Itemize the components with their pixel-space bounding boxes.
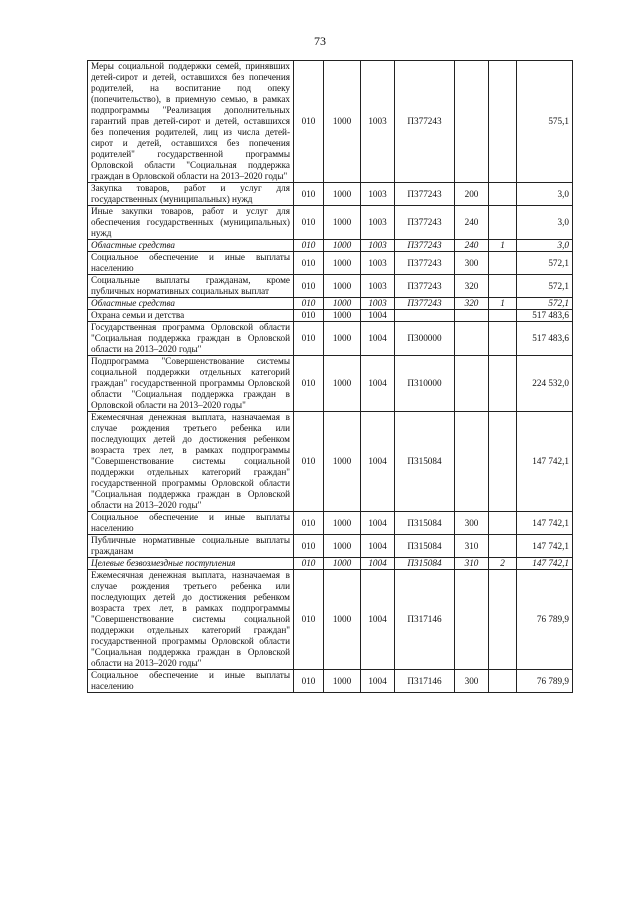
table-row	[88, 570, 573, 670]
section-code-cell: 1000	[324, 512, 361, 535]
funding-source-cell	[489, 252, 517, 275]
row-name-cell: Областные средства	[88, 298, 294, 310]
row-name-cell: Иные закупки товаров, работ и услуг для обеспечения государственных (муниципальных) нужд	[88, 206, 294, 240]
table-row	[88, 310, 573, 322]
target-article-cell: П317146	[395, 670, 455, 693]
table-row	[88, 322, 573, 356]
funding-source-cell: 1	[489, 298, 517, 310]
section-code-cell: 1000	[324, 356, 361, 412]
funding-source-cell	[489, 183, 517, 206]
section-code-cell: 1000	[324, 558, 361, 570]
table-row	[88, 298, 573, 310]
target-article-cell: П377243	[395, 252, 455, 275]
row-name-cell: Социальное обеспечение и иные выплаты населению	[88, 512, 294, 535]
amount-cell: 572,1	[517, 252, 573, 275]
target-article-cell: П377243	[395, 275, 455, 298]
subsection-code-cell: 1004	[361, 412, 395, 512]
table-row	[88, 512, 573, 535]
funding-source-cell	[489, 322, 517, 356]
funding-source-cell	[489, 535, 517, 558]
target-article-cell: П377243	[395, 206, 455, 240]
funding-source-cell	[489, 275, 517, 298]
ministry-code-cell: 010	[294, 670, 324, 693]
row-name-cell: Публичные нормативные социальные выплаты гражданам	[88, 535, 294, 558]
ministry-code-cell: 010	[294, 535, 324, 558]
table-row	[88, 412, 573, 512]
section-code-cell: 1000	[324, 275, 361, 298]
row-name-cell: Социальное обеспечение и иные выплаты населению	[88, 670, 294, 693]
subsection-code-cell: 1004	[361, 570, 395, 670]
expense-type-cell: 200	[455, 183, 489, 206]
section-code-cell: 1000	[324, 252, 361, 275]
target-article-cell: П300000	[395, 322, 455, 356]
amount-cell: 147 742,1	[517, 535, 573, 558]
funding-source-cell	[489, 570, 517, 670]
expense-type-cell: 310	[455, 535, 489, 558]
ministry-code-cell: 010	[294, 252, 324, 275]
expense-type-cell	[455, 356, 489, 412]
funding-source-cell	[489, 61, 517, 183]
table-row	[88, 356, 573, 412]
row-name-cell: Подпрограмма "Совершенствование системы социальной поддержки отдельных категорий граждан" государственной программы Орловской области "Социальная поддержка граждан в Орловской области на 2013–2020 годы"	[88, 356, 294, 412]
amount-cell: 76 789,9	[517, 570, 573, 670]
expense-type-cell: 320	[455, 298, 489, 310]
funding-source-cell: 1	[489, 240, 517, 252]
table-row	[88, 206, 573, 240]
row-name-cell: Закупка товаров, работ и услуг для государственных (муниципальных) нужд	[88, 183, 294, 206]
expense-type-cell: 240	[455, 240, 489, 252]
subsection-code-cell: 1003	[361, 206, 395, 240]
target-article-cell: П315084	[395, 512, 455, 535]
expense-type-cell: 320	[455, 275, 489, 298]
funding-source-cell	[489, 356, 517, 412]
subsection-code-cell: 1004	[361, 535, 395, 558]
row-name-cell: Ежемесячная денежная выплата, назначаемая в случае рождения третьего ребенка или последующих детей до достижения ребенком возраста трех лет, в рамках подпрограммы "Совершенствование системы социальной поддержки отдельных категорий граждан" государственной программы Орловской области "Социальная поддержка граждан в Орловской области на 2013–2020 годы"	[88, 412, 294, 512]
amount-cell: 572,1	[517, 275, 573, 298]
amount-cell: 3,0	[517, 206, 573, 240]
ministry-code-cell: 010	[294, 356, 324, 412]
expense-type-cell	[455, 570, 489, 670]
subsection-code-cell: 1004	[361, 322, 395, 356]
subsection-code-cell: 1004	[361, 356, 395, 412]
table-row	[88, 670, 573, 693]
ministry-code-cell: 010	[294, 183, 324, 206]
target-article-cell: П377243	[395, 240, 455, 252]
target-article-cell: П315084	[395, 558, 455, 570]
amount-cell: 147 742,1	[517, 412, 573, 512]
section-code-cell: 1000	[324, 570, 361, 670]
subsection-code-cell: 1003	[361, 298, 395, 310]
section-code-cell: 1000	[324, 322, 361, 356]
subsection-code-cell: 1003	[361, 61, 395, 183]
table-row	[88, 61, 573, 183]
target-article-cell: П317146	[395, 570, 455, 670]
table-row	[88, 535, 573, 558]
expense-type-cell: 240	[455, 206, 489, 240]
expense-type-cell	[455, 412, 489, 512]
target-article-cell: П310000	[395, 356, 455, 412]
section-code-cell: 1000	[324, 670, 361, 693]
expense-type-cell: 300	[455, 512, 489, 535]
expense-type-cell	[455, 310, 489, 322]
table-row	[88, 275, 573, 298]
budget-table-body	[88, 61, 573, 693]
amount-cell: 572,1	[517, 298, 573, 310]
funding-source-cell	[489, 512, 517, 535]
subsection-code-cell: 1004	[361, 310, 395, 322]
ministry-code-cell: 010	[294, 240, 324, 252]
target-article-cell: П377243	[395, 61, 455, 183]
expense-type-cell	[455, 61, 489, 183]
target-article-cell: П377243	[395, 183, 455, 206]
target-article-cell: П315084	[395, 412, 455, 512]
row-name-cell: Охрана семьи и детства	[88, 310, 294, 322]
row-name-cell: Государственная программа Орловской области "Социальная поддержка граждан в Орловской области на 2013–2020 годы"	[88, 322, 294, 356]
table-row	[88, 240, 573, 252]
section-code-cell: 1000	[324, 535, 361, 558]
amount-cell: 517 483,6	[517, 322, 573, 356]
row-name-cell: Ежемесячная денежная выплата, назначаемая в случае рождения третьего ребенка или последующих детей до достижения ребенком возраста трех лет, в рамках подпрограммы "Совершенствование системы социальной поддержки отдельных категорий граждан" государственной программы Орловской области "Социальная поддержка граждан в Орловской области на 2013–2020 годы"	[88, 570, 294, 670]
ministry-code-cell: 010	[294, 310, 324, 322]
table-row	[88, 252, 573, 275]
amount-cell: 575,1	[517, 61, 573, 183]
section-code-cell: 1000	[324, 206, 361, 240]
section-code-cell: 1000	[324, 310, 361, 322]
ministry-code-cell: 010	[294, 558, 324, 570]
ministry-code-cell: 010	[294, 206, 324, 240]
section-code-cell: 1000	[324, 412, 361, 512]
row-name-cell: Целевые безвозмездные поступления	[88, 558, 294, 570]
amount-cell: 3,0	[517, 240, 573, 252]
table-row	[88, 558, 573, 570]
expense-type-cell: 300	[455, 252, 489, 275]
funding-source-cell: 2	[489, 558, 517, 570]
amount-cell: 147 742,1	[517, 512, 573, 535]
ministry-code-cell: 010	[294, 275, 324, 298]
ministry-code-cell: 010	[294, 61, 324, 183]
amount-cell: 3,0	[517, 183, 573, 206]
table-row	[88, 183, 573, 206]
expense-type-cell: 300	[455, 670, 489, 693]
ministry-code-cell: 010	[294, 570, 324, 670]
subsection-code-cell: 1004	[361, 512, 395, 535]
amount-cell: 76 789,9	[517, 670, 573, 693]
row-name-cell: Областные средства	[88, 240, 294, 252]
expense-type-cell	[455, 322, 489, 356]
subsection-code-cell: 1003	[361, 252, 395, 275]
section-code-cell: 1000	[324, 240, 361, 252]
row-name-cell: Социальное обеспечение и иные выплаты населению	[88, 252, 294, 275]
ministry-code-cell: 010	[294, 322, 324, 356]
funding-source-cell	[489, 206, 517, 240]
funding-source-cell	[489, 412, 517, 512]
ministry-code-cell: 010	[294, 298, 324, 310]
subsection-code-cell: 1003	[361, 183, 395, 206]
target-article-cell	[395, 310, 455, 322]
budget-table	[87, 60, 573, 693]
subsection-code-cell: 1004	[361, 558, 395, 570]
page-number: 73	[314, 34, 326, 48]
target-article-cell: П377243	[395, 298, 455, 310]
funding-source-cell	[489, 670, 517, 693]
subsection-code-cell: 1003	[361, 275, 395, 298]
section-code-cell: 1000	[324, 61, 361, 183]
funding-source-cell	[489, 310, 517, 322]
row-name-cell: Социальные выплаты гражданам, кроме публичных нормативных социальных выплат	[88, 275, 294, 298]
ministry-code-cell: 010	[294, 412, 324, 512]
target-article-cell: П315084	[395, 535, 455, 558]
section-code-cell: 1000	[324, 183, 361, 206]
amount-cell: 517 483,6	[517, 310, 573, 322]
subsection-code-cell: 1003	[361, 240, 395, 252]
amount-cell: 224 532,0	[517, 356, 573, 412]
ministry-code-cell: 010	[294, 512, 324, 535]
amount-cell: 147 742,1	[517, 558, 573, 570]
section-code-cell: 1000	[324, 298, 361, 310]
row-name-cell: Меры социальной поддержки семей, принявших детей-сирот и детей, оставшихся без попечения родителей, на воспитание под опеку (попечительство), в приемную семью, в рамках подпрограммы "Реализация дополнительных гарантий прав детей-сирот и детей, оставшихся без попечения родителей, лиц из числа детей-сирот и детей, оставшихся без попечения родителей" государственной программы Орловской области "Социальная поддержка граждан в Орловской области на 2013–2020 годы"	[88, 61, 294, 183]
expense-type-cell: 310	[455, 558, 489, 570]
subsection-code-cell: 1004	[361, 670, 395, 693]
